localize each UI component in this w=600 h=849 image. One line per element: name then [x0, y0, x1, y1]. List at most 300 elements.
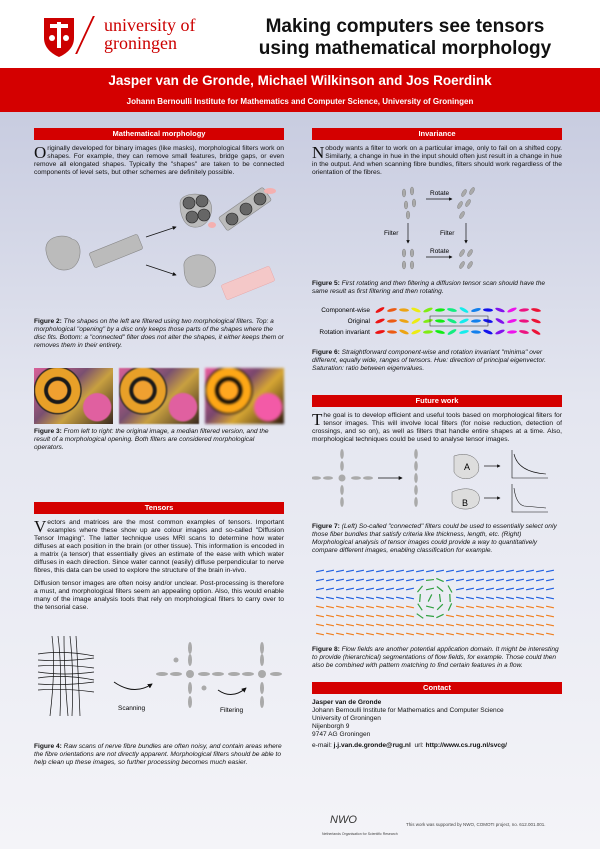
figure-4-fibres [34, 626, 284, 734]
flow-arrow [356, 597, 364, 599]
tensor-ellipse [531, 328, 541, 336]
flow-arrow [546, 579, 554, 581]
flow-arrow [546, 606, 554, 608]
title-line-1: Making computers see tensors [265, 16, 545, 37]
logo-line-1: university of [104, 15, 196, 35]
disc-icon [240, 203, 252, 215]
flow-arrow [336, 624, 344, 626]
flow-arrow [536, 615, 544, 617]
butterfly-original-image [34, 368, 113, 424]
flow-arrow [336, 606, 344, 608]
tensor-ellipse [471, 330, 481, 334]
label-scanning: Scanning [118, 705, 146, 712]
flow-arrow [366, 570, 374, 572]
university-logo-text [104, 16, 196, 52]
flow-arrow [516, 633, 524, 635]
flow-arrow [346, 633, 354, 635]
figure-5-label: Figure 5: [312, 280, 340, 287]
flow-arrow [437, 604, 443, 610]
flow-arrow [416, 633, 424, 635]
flow-arrow [396, 597, 404, 599]
tensor-ellipse [447, 318, 457, 325]
tensor-grid-filtered [402, 249, 414, 269]
flow-arrow [466, 615, 474, 617]
flow-arrow [406, 588, 414, 590]
flow-arrow [456, 606, 464, 608]
tensor-ellipse [423, 307, 433, 314]
flow-arrow [526, 579, 534, 581]
flow-arrow [396, 588, 404, 590]
kept-blob [184, 255, 216, 287]
contact-city: 9747 AG Groningen [312, 731, 371, 738]
flow-arrow [336, 570, 344, 572]
flow-arrow [396, 615, 404, 617]
future-paragraph: he goal is to develop efficient and useful tools based on morphological filters for tensor images. This will involve local filters (for noise reduction, detection of crossings, and so on), as well as filters that handle entire shapes at a time. Also, morphological techniques could be used to analyse tensor images. [312, 412, 562, 443]
fibre-vertical-output [414, 449, 418, 507]
butterfly-median-image [119, 368, 198, 424]
nwo-logo: NWO [330, 814, 357, 826]
flow-arrow [326, 570, 334, 572]
flow-arrow [446, 624, 454, 626]
label-filter-right: Filter [440, 230, 455, 237]
flow-arrow [436, 578, 443, 581]
tensor-ellipse [483, 308, 493, 312]
flow-arrow [486, 588, 494, 590]
funding-note: This work was supported by NWO, COMOTI project, no. 612.001.001. [406, 822, 546, 827]
figure-6-text: Straightforward component-wise and rotation invariant "minima" over different, equally wide, ranges of tensors. Hue: direction of principal eigenvector. Saturation: ratio between eigenvalues. [312, 349, 546, 372]
spectrum-plot-a [512, 450, 548, 478]
raw-fibres [38, 636, 94, 716]
flow-arrow [356, 570, 364, 572]
flow-arrow [486, 615, 494, 617]
flow-arrow [376, 597, 384, 599]
spectrum-plot-b [512, 484, 548, 512]
removed-part [264, 188, 276, 194]
flow-arrow [386, 579, 394, 581]
flow-arrow [536, 579, 544, 581]
flow-arrow [396, 570, 404, 572]
row-label-original: Original [347, 318, 370, 325]
flow-arrow [326, 624, 334, 626]
flow-arrow [476, 624, 484, 626]
flow-arrow [406, 615, 414, 617]
flow-arrow [366, 615, 374, 617]
flow-arrow [426, 580, 434, 581]
label-filtering: Filtering [220, 707, 244, 714]
flow-arrow [546, 624, 554, 626]
flow-arrow [526, 597, 534, 599]
flow-arrow [526, 633, 534, 635]
flow-arrow [446, 570, 454, 572]
flow-arrow [456, 579, 464, 581]
flow-arrow [376, 624, 384, 626]
row-label-rotation-invariant: Rotation invariant [319, 329, 370, 336]
title-line-2: using mathematical morphology [258, 38, 552, 59]
flow-arrow [366, 624, 374, 626]
flow-arrow [456, 633, 464, 635]
contact-links [312, 742, 562, 750]
flow-arrow [496, 597, 504, 599]
flow-arrow [326, 597, 334, 599]
url-link[interactable]: http://www.cs.rug.nl/svcg/ [425, 742, 507, 749]
figure-6-tensor-rows [312, 304, 562, 340]
flow-arrow [516, 615, 524, 617]
flow-arrow [316, 633, 324, 635]
flow-arrow [516, 597, 524, 599]
flow-arrow [546, 597, 554, 599]
email-link[interactable]: j.j.van.de.gronde@rug.nl [333, 742, 411, 749]
figure-6-caption [312, 349, 562, 373]
tensor-ellipse [435, 329, 445, 334]
flow-arrow [396, 606, 404, 608]
blob-shape [46, 236, 80, 270]
row-label-component-wise: Component-wise [321, 307, 370, 314]
flow-arrow [386, 570, 394, 572]
label-filter-left: Filter [384, 230, 399, 237]
flow-arrow [516, 579, 524, 581]
filtered-ellipses [228, 642, 282, 708]
flow-arrow [526, 606, 534, 608]
flow-arrow [346, 597, 354, 599]
author-banner [0, 68, 600, 112]
flow-arrow [316, 615, 324, 617]
tensor-ellipse [447, 307, 457, 312]
label-rotate-bottom: Rotate [430, 248, 450, 255]
flow-arrow [526, 570, 534, 572]
flow-arrow [506, 570, 514, 572]
right-column [312, 128, 562, 750]
figure-4-caption [34, 743, 284, 767]
tensor-ellipse [483, 329, 493, 336]
disc-icon [186, 211, 198, 223]
flow-arrow [448, 586, 452, 593]
tensor-ellipse [495, 307, 505, 313]
flow-arrow [336, 615, 344, 617]
tensor-ellipse [471, 307, 481, 313]
flow-arrow [426, 616, 434, 617]
drop-cap: O [34, 143, 47, 162]
flow-arrow [406, 624, 414, 626]
invariance-paragraph: obody wants a filter to work on a particular image, only to fail on a shifted copy. Similarly, a change in hue in the input should often just result in a change in hue in the output. And when scanning fibre bundles, filters should work regardless of the orientation of the fibres. [312, 145, 562, 176]
flow-arrow [506, 606, 514, 608]
disc-icon [183, 197, 195, 209]
logo-line-2: groningen [104, 33, 177, 53]
flow-arrow [506, 615, 514, 617]
flow-arrow [476, 633, 484, 635]
flow-arrow [366, 633, 374, 635]
flow-arrow [336, 597, 344, 599]
flow-arrow [336, 579, 344, 581]
tensor-grid-final [458, 249, 473, 270]
university-seal-icon [40, 14, 78, 58]
tensor-ellipse [459, 329, 469, 334]
flow-arrow [466, 633, 474, 635]
flow-arrow [446, 633, 454, 635]
flow-arrow [466, 606, 474, 608]
tensor-ellipse [375, 318, 385, 325]
flow-arrow [506, 633, 514, 635]
flow-arrow [426, 588, 434, 590]
flow-arrow [437, 587, 443, 592]
flow-arrow [356, 588, 364, 590]
flow-arrow [386, 588, 394, 590]
tensor-ellipse [423, 330, 433, 334]
shape-a [454, 454, 479, 478]
drop-cap: N [312, 143, 325, 162]
figure-4-label: Figure 4: [34, 743, 62, 750]
tensor-ellipse [531, 318, 541, 324]
flow-arrow [496, 606, 504, 608]
flow-arrow [426, 633, 434, 635]
flow-arrow [396, 579, 404, 581]
tensors-paragraph-2: Diffusion tensor images are often noisy and/or unclear. Post-processing is therefore a must, and morphological filters seem an appealing option. Also, this would enable many of the image analysis tools that rely on morphological filters to carry over to the tensorial case. [34, 580, 284, 611]
flow-arrow [326, 588, 334, 590]
flow-arrow [346, 588, 354, 590]
tensor-ellipse [435, 308, 445, 312]
flow-arrow [476, 570, 484, 572]
section-heading-invariance: Invariance [312, 128, 562, 140]
tensor-ellipse [387, 330, 397, 334]
figure-2-caption [34, 318, 284, 350]
drop-cap: V [34, 517, 47, 536]
flow-arrow [476, 597, 484, 599]
flow-arrow [396, 624, 404, 626]
flow-arrow [486, 579, 494, 581]
contact-details [312, 699, 562, 750]
figure-8-caption [312, 646, 562, 670]
flow-arrow [417, 614, 424, 619]
drop-cap: T [312, 410, 323, 429]
tensor-ellipse [531, 307, 541, 312]
flow-arrow [536, 570, 544, 572]
email-label: e-mail: [312, 742, 332, 749]
flow-arrow [316, 624, 324, 626]
flow-arrow [406, 597, 414, 599]
tensor-ellipse [519, 329, 529, 334]
flow-arrow [346, 624, 354, 626]
flow-arrow [376, 615, 384, 617]
flow-arrow [436, 614, 443, 617]
poster-header [0, 0, 600, 68]
tensor-ellipse-rows [375, 306, 541, 336]
flow-arrow [376, 570, 384, 572]
section-heading-future-work: Future work [312, 395, 562, 407]
flow-arrow [336, 633, 344, 635]
flow-arrow [496, 570, 504, 572]
flow-arrow [406, 633, 414, 635]
flow-arrow [426, 570, 434, 572]
flow-arrow [506, 624, 514, 626]
flow-arrow [366, 588, 374, 590]
figure-3-caption [34, 428, 284, 452]
flow-arrow [386, 633, 394, 635]
flow-arrow [396, 633, 404, 635]
removed-part [208, 222, 216, 228]
disc-icon [198, 209, 210, 221]
figure-3-label: Figure 3: [34, 428, 62, 435]
figure-4-text: Raw scans of nerve fibre bundles are often noisy, and contain areas where the fibre orientations are not directly apparent. Morphological filters should be able to help clean up these images, so further processing becomes much easier. [34, 743, 282, 766]
flow-arrow [486, 624, 494, 626]
filter-arrow [218, 688, 246, 695]
contact-name: Jasper van de Gronde [312, 699, 382, 706]
fibre-cross-input [312, 449, 373, 507]
figure-8-text: Flow fields are another potential application domain. It might be interesting to provide (hierarchical) segmentations of flow fields, for example. Those could then also be combined with pattern matching to find certain features in a flow. [312, 646, 559, 669]
logo-divider [75, 16, 95, 54]
tensor-ellipse [507, 307, 517, 314]
figure-5-text: First rotating and then filtering a diffusion tensor scan should have the same result as first filtering and then rotating. [312, 280, 546, 295]
flow-arrow [416, 624, 424, 626]
section-heading-contact: Contact [312, 682, 562, 694]
tensor-ellipse [471, 319, 481, 323]
tensor-ellipse [507, 318, 517, 324]
flow-arrow [426, 624, 434, 626]
figure-8-label: Figure 8: [312, 646, 340, 653]
flow-arrow [516, 588, 524, 590]
flow-arrow [366, 579, 374, 581]
disc-icon [254, 193, 266, 205]
flow-arrow [486, 633, 494, 635]
tensor-ellipse [435, 319, 445, 323]
figure-7-label: Figure 7: [312, 523, 340, 530]
tensor-ellipse [387, 307, 397, 312]
flow-arrow [386, 624, 394, 626]
flow-arrow [466, 624, 474, 626]
flow-arrow [466, 579, 474, 581]
authors: Jasper van de Gronde, Michael Wilkinson and Jos Roerdink [108, 73, 492, 88]
flow-arrow [466, 588, 474, 590]
flow-arrow [316, 606, 324, 608]
arrow-bottom [146, 265, 176, 275]
flow-arrow [346, 606, 354, 608]
bar-shape [89, 234, 143, 268]
flow-arrows [316, 570, 554, 635]
flow-arrow [406, 570, 414, 572]
flow-arrow [526, 624, 534, 626]
flow-arrow [326, 615, 334, 617]
flow-arrow [346, 570, 354, 572]
flow-arrow [326, 606, 334, 608]
tensor-ellipse [447, 328, 457, 336]
flow-arrow [486, 570, 494, 572]
flow-arrow [356, 579, 364, 581]
flow-arrow [506, 597, 514, 599]
flow-arrow [476, 606, 484, 608]
contact-institute: Johann Bernoulli Institute for Mathematics and Computer Science [312, 707, 504, 714]
flow-arrow [386, 615, 394, 617]
flow-arrow [316, 588, 324, 590]
tensor-grid-original [402, 187, 416, 219]
affiliation: Johann Bernoulli Institute for Mathematics and Computer Science, University of Groningen [126, 97, 474, 106]
flow-arrow [496, 579, 504, 581]
flow-arrow [546, 633, 554, 635]
flow-arrow [416, 579, 424, 581]
url-label: url: [414, 742, 424, 749]
flow-arrow [376, 633, 384, 635]
flow-arrow [466, 597, 474, 599]
arrow-top [146, 227, 176, 237]
tensor-ellipse [495, 329, 505, 336]
figure-5-diagram [312, 181, 562, 271]
scan-arrow [114, 682, 152, 690]
invariance-text [312, 145, 562, 177]
tensor-ellipse [519, 319, 529, 323]
flow-arrow [486, 597, 494, 599]
flow-arrow [506, 579, 514, 581]
tensor-ellipse [495, 317, 505, 325]
flow-arrow [356, 633, 364, 635]
figure-2-text: The shapes on the left are filtered using two morphological filters. Top: a morphological "opening" by a disc only keeps those parts of the shapes where the disc fits. Bottom: a "connected" filter does not alter the shapes, it either keeps them or removes them in their entirety. [34, 318, 284, 349]
flow-arrow [526, 615, 534, 617]
flow-arrow [440, 594, 441, 602]
flow-arrow [406, 579, 414, 581]
section-heading-morphology: Mathematical morphology [34, 128, 284, 140]
tensor-ellipse [399, 329, 409, 336]
flow-arrow [420, 594, 421, 602]
flow-arrow [326, 633, 334, 635]
flow-arrow [456, 597, 464, 599]
flow-arrow [406, 606, 414, 608]
removed-bar [221, 266, 275, 300]
flow-arrow [526, 588, 534, 590]
flow-arrow [448, 603, 451, 610]
flow-arrow [346, 579, 354, 581]
tensor-ellipse [411, 307, 421, 314]
tensor-ellipse [387, 319, 397, 323]
figure-8-flow-field [312, 565, 562, 637]
flow-arrow [546, 570, 554, 572]
flow-arrow [506, 588, 514, 590]
flow-arrow [356, 624, 364, 626]
section-heading-tensors: Tensors [34, 502, 284, 514]
tensors-text [34, 519, 284, 575]
figure-3-text: From left to right: the original image, a median filtered version, and the result of a morphological opening. Both filters are considered morphological operators. [34, 428, 269, 451]
figure-5-caption [312, 280, 562, 296]
tensor-ellipse [519, 308, 529, 312]
figure-2-shapes [34, 181, 284, 309]
flow-arrow [386, 606, 394, 608]
flow-arrow [316, 597, 324, 599]
future-text [312, 412, 562, 444]
flow-arrow [536, 633, 544, 635]
flow-arrow [356, 615, 364, 617]
tensor-ellipse [411, 329, 421, 336]
scanned-ellipses [156, 642, 224, 708]
morphology-text [34, 145, 284, 177]
flow-arrow [436, 633, 444, 635]
tensor-ellipse [399, 318, 409, 323]
figure-7-diagram [312, 448, 562, 514]
flow-arrow [536, 624, 544, 626]
flow-arrow [426, 606, 434, 608]
flow-arrow [326, 579, 334, 581]
flow-arrow [456, 570, 464, 572]
flow-arrow [486, 606, 494, 608]
flow-arrow [366, 597, 374, 599]
contact-street: Nijenborgh 9 [312, 723, 350, 730]
flow-arrow [476, 579, 484, 581]
flow-arrow [516, 624, 524, 626]
flow-arrow [516, 570, 524, 572]
tensors-paragraph-1: ectors and matrices are the most common examples of tensors. Important examples where these show up are colour images and so-called "Diffusion Tensor Imaging". The latter technique uses MRI scans to determine how water diffuses at each position in the brain (or other tissue). This information is encoded in a matrix (a tensor) that essentially gives an estimate of the ease with which water diffuses in each direction. Since water cannot (easily) diffuse perpendicular to nerve fibres, this data can be used to explore the structure of the brain in-vivo. [34, 519, 284, 574]
flow-arrow [456, 624, 464, 626]
flow-arrow [418, 604, 422, 611]
flow-arrow [386, 597, 394, 599]
flow-arrow [456, 615, 464, 617]
flow-arrow [436, 624, 444, 626]
tensor-ellipse [375, 306, 385, 314]
tensor-ellipse [411, 317, 421, 325]
left-column [34, 128, 284, 767]
